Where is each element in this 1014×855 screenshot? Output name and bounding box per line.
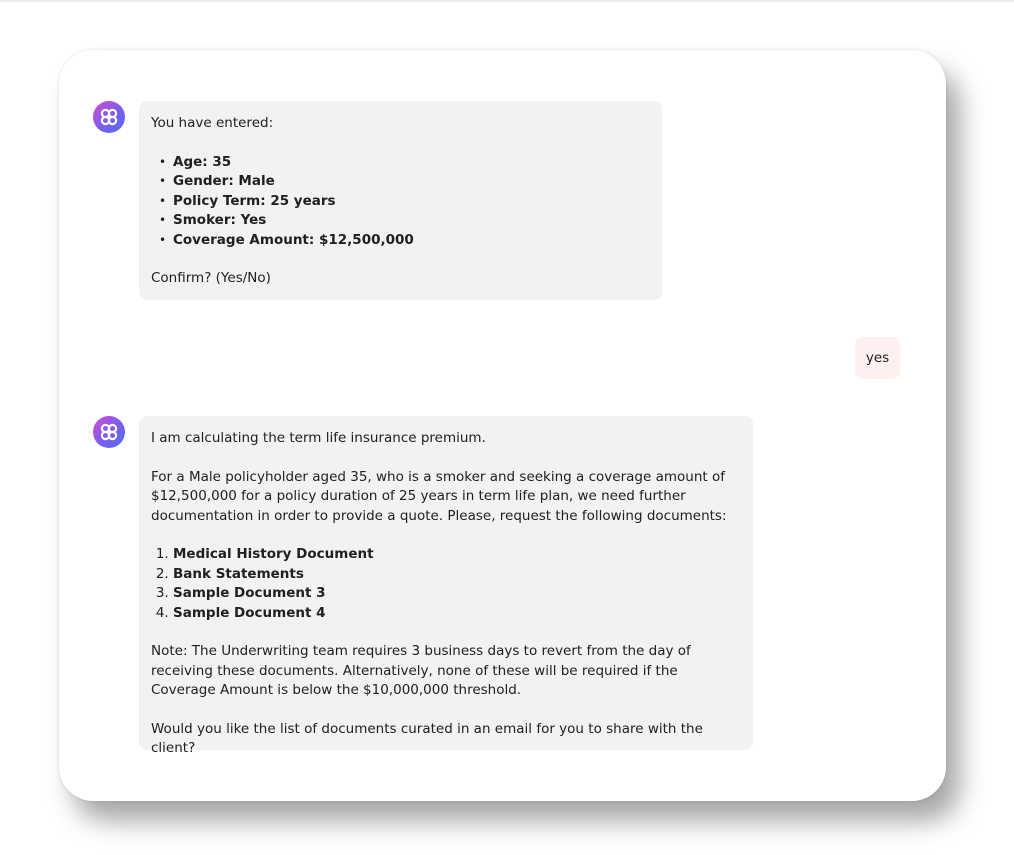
document-item: 3. Sample Document 3: [173, 584, 741, 604]
bot-logo-icon: [93, 416, 125, 448]
document-item: 1. Medical History Document: [173, 545, 741, 565]
bot-message-2-line1: I am calculating the term life insurance premium.: [151, 430, 486, 446]
bot-message-2-note: Note: The Underwriting team requires 3 business days to revert from the day of receiving these documents. Alternatively, none of these will be required if the Coverage Amount is below the $10,000,000 threshold.: [151, 643, 691, 698]
detail-smoker: • Smoker: Yes: [173, 211, 650, 231]
detail-coverage-amount: • Coverage Amount: $12,500,000: [173, 231, 650, 251]
bot-avatar-icon: [93, 101, 125, 133]
bot-logo-icon: [93, 101, 125, 133]
user-message-1: yes: [855, 337, 900, 379]
detail-gender: • Gender: Male: [173, 172, 650, 192]
bot-message-1: [139, 101, 662, 300]
top-divider: [0, 0, 1014, 2]
bot-message-2-question: Would you like the list of documents curated in an email for you to share with the client?: [151, 720, 703, 756]
detail-age: • Age: 35: [173, 153, 650, 173]
document-item: 2. Bank Statements: [173, 565, 741, 585]
entered-details-list: [151, 153, 650, 251]
bot-message-2: [139, 416, 753, 756]
bot-message-1-intro: You have entered:: [151, 115, 274, 131]
required-documents-list: [151, 545, 741, 623]
document-item: 4. Sample Document 4: [173, 604, 741, 624]
bot-avatar-icon: [93, 416, 125, 448]
bot-message-1-confirm: Confirm? (Yes/No): [151, 270, 271, 286]
bot-message-2-paragraph: For a Male policyholder aged 35, who is a smoker and seeking a coverage amount of $12,500,000 for a policy duration of 25 years in term life plan, we need further documentation in order to provide a quote. Please, request the following documents:: [151, 468, 727, 524]
detail-policy-term: • Policy Term: 25 years: [173, 192, 650, 212]
